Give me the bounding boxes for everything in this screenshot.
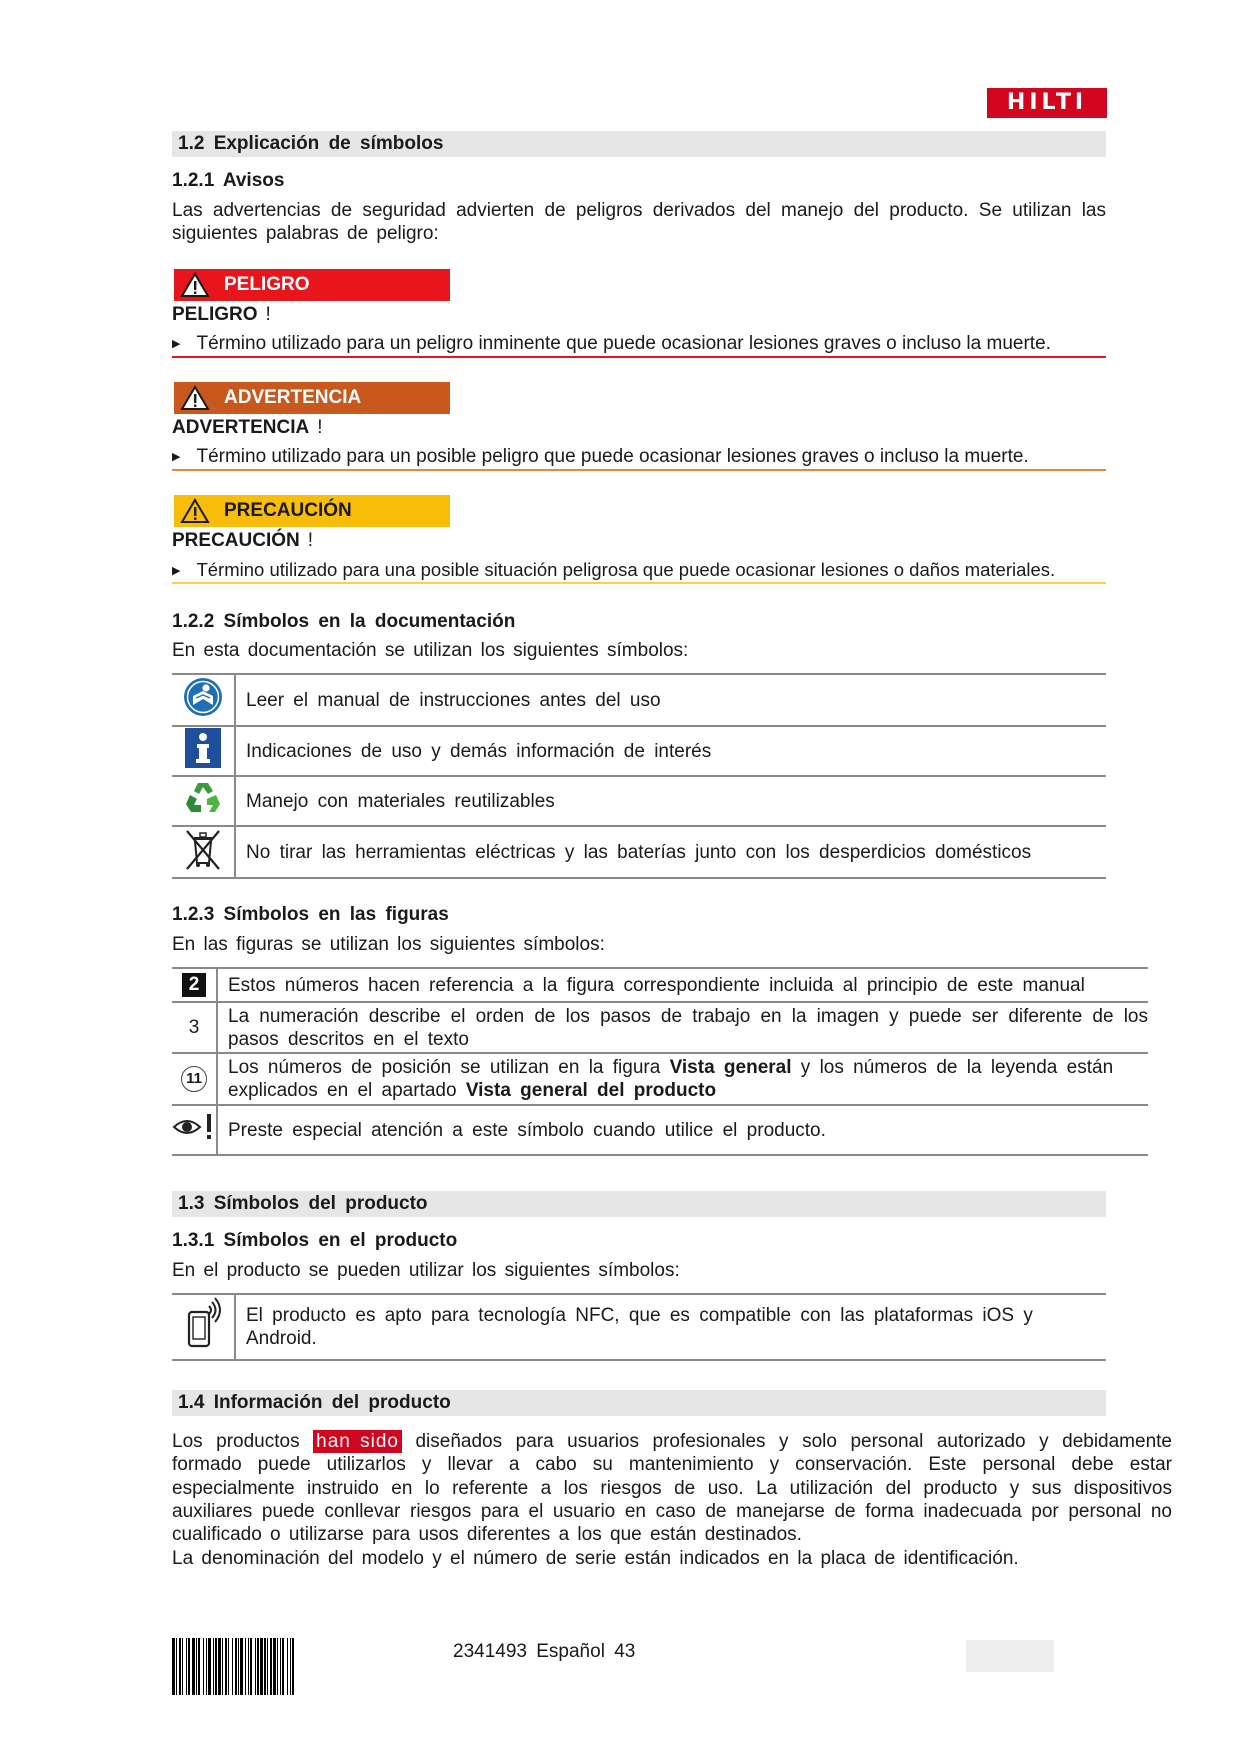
documentation-symbols-intro: En esta documentación se utilizan los siguientes símbolos: (172, 640, 689, 661)
product-info-identification: La denominación del modelo y el número de serie están indicados en la placa de identificación. (172, 1548, 1019, 1569)
position-text-part: y los números de la leyenda están explicados en el apartado (228, 1057, 1114, 1101)
barcode-bar (294, 1638, 295, 1695)
divider-peligro (172, 356, 1106, 358)
subsection-title-1-3-1: 1.3.1 Símbolos en el producto (172, 1230, 458, 1251)
table-cell (217, 1053, 1148, 1105)
warning-title-text: PELIGRO (172, 304, 258, 325)
table-row (172, 1294, 1106, 1360)
position-text-bold: Vista general del producto (465, 1080, 717, 1101)
footer-blank-box (966, 1640, 1054, 1672)
table-cell: Manejo con materiales reutilizables (235, 776, 1106, 826)
warning-text: Término utilizado para un posible peligro que puede ocasionar lesiones graves o incluso la muerte. (196, 446, 1029, 467)
warning-tag-peligro (174, 269, 450, 301)
table-cell: No tirar las herramientas eléctricas y las baterías junto con los desperdicios domésticos (235, 826, 1106, 878)
recycle-icon-cell (172, 776, 235, 826)
position-text-bold: Vista general (669, 1057, 792, 1078)
table-cell: Preste especial atención a este símbolo cuando utilice el producto. (217, 1105, 1148, 1155)
warning-exclamation: ! (317, 417, 323, 438)
divider-precaucion (172, 582, 1106, 584)
table-row (172, 1002, 1148, 1053)
table-cell: El producto es apto para tecnología NFC, que es compatible con las plataformas iOS y Android. (235, 1294, 1106, 1360)
nfc-phone-icon-cell (172, 1294, 235, 1360)
divider-advertencia (172, 469, 1106, 471)
figure-number-icon-cell (172, 968, 217, 1002)
warning-title-precaucion (172, 530, 313, 552)
product-info-text: diseñados para usuarios profesionales y solo personal autorizado y debidamente formado puede utilizarlos y llevar a cabo su mantenimiento y conservación. Este personal debe estar especialmente instruido en lo referente a los riesgos de uso. La utilización del producto y sus dispositivos auxiliares puede conllevar riesgos para el usuario en caso de manejarse de forma inadecuada por personal no cualificado o utilizarse para usos diferentes a los que están destinados. (172, 1431, 1172, 1546)
table-row (172, 776, 1106, 826)
table-cell: Leer el manual de instrucciones antes del uso (235, 674, 1106, 726)
subsection-title-1-2-1: 1.2.1 Avisos (172, 170, 285, 191)
warning-tag-label: ADVERTENCIA (224, 387, 362, 408)
table-cell: Estos números hacen referencia a la figura correspondiente incluida al principio de este manual (217, 968, 1148, 1002)
crossed-bin-icon-cell (172, 826, 235, 878)
section-title-1-3: 1.3 Símbolos del producto (172, 1191, 1106, 1217)
table-cell: Indicaciones de uso y demás información de interés (235, 726, 1106, 776)
section-title-1-4: 1.4 Información del producto (172, 1390, 1106, 1416)
position-text-part: Los números de posición se utilizan en la figura (228, 1057, 670, 1078)
subsection-title-1-2-2: 1.2.2 Símbolos en la documentación (172, 611, 516, 632)
info-icon-cell (172, 726, 235, 776)
nfc-phone-icon (183, 1296, 223, 1352)
subsection-title-1-2-3: 1.2.3 Símbolos en las figuras (172, 904, 449, 925)
table-cell (217, 1002, 1148, 1053)
warning-title-text: ADVERTENCIA (172, 417, 310, 438)
table-row (172, 826, 1106, 878)
warning-text: Término utilizado para un peligro inminente que puede ocasionar lesiones graves o incluso la muerte. (196, 333, 1051, 354)
product-symbols-table (172, 1293, 1106, 1361)
warning-triangle-icon (180, 498, 210, 524)
product-info-paragraph (172, 1430, 1172, 1546)
hilti-stamp-overlay: han sido (313, 1430, 402, 1453)
section-title-1-2: 1.2 Explicación de símbolos (172, 131, 1106, 157)
step-number-symbol: 3 (188, 1016, 200, 1038)
footer-page-info (453, 1641, 635, 1663)
product-info-text: Los productos (172, 1431, 314, 1452)
bullet-icon: ▶ (172, 451, 181, 463)
warning-triangle-icon (180, 272, 210, 298)
warning-tag-label: PELIGRO (224, 274, 310, 295)
warning-text: Término utilizado para una posible situación peligrosa que puede ocasionar lesiones o daños materiales. (196, 559, 1056, 580)
warning-tag-precaucion (174, 495, 450, 527)
read-manual-icon-cell (172, 674, 235, 726)
figure-symbols-table (172, 967, 1148, 1156)
warning-exclamation: ! (307, 530, 314, 551)
eye-attention-icon (172, 1112, 216, 1142)
recycle-icon (182, 777, 224, 819)
footer-page-number: 43 (614, 1641, 636, 1662)
table-row (172, 1053, 1148, 1105)
product-symbols-intro: En el producto se pueden utilizar los siguientes símbolos: (172, 1260, 680, 1281)
bullet-icon: ▶ (172, 565, 181, 577)
step-number-text: La numeración describe el orden de los pasos de trabajo en la imagen y puede ser diferente de los pasos descritos en el texto (228, 1005, 1148, 1050)
table-row (172, 674, 1106, 726)
footer-language: Español (536, 1641, 605, 1662)
hilti-logo: HILTI (987, 88, 1107, 118)
warning-text-peligro (172, 332, 1106, 356)
barcode (172, 1638, 430, 1695)
documentation-symbols-table (172, 673, 1106, 879)
crossed-bin-icon (182, 827, 224, 871)
figure-symbols-intro: En las figuras se utilizan los siguientes símbolos: (172, 934, 605, 955)
warning-title-advertencia (172, 417, 323, 439)
table-row (172, 1105, 1148, 1155)
warning-triangle-icon (180, 385, 210, 411)
table-row (172, 726, 1106, 776)
warning-title-text: PRECAUCIÓN (172, 530, 300, 551)
footer-doc-number: 2341493 (453, 1641, 527, 1662)
warning-tag-label: PRECAUCIÓN (224, 500, 352, 521)
info-icon (184, 727, 222, 769)
warning-text-advertencia (172, 445, 1106, 469)
eye-attention-icon-cell (172, 1105, 217, 1155)
warning-text-precaucion (172, 558, 1106, 583)
step-number-icon-cell (172, 1002, 217, 1053)
position-number-badge: 11 (181, 1066, 207, 1092)
read-manual-icon (182, 676, 224, 718)
position-number-icon-cell (172, 1053, 217, 1105)
warning-tag-advertencia (174, 382, 450, 414)
bullet-icon: ▶ (172, 338, 181, 350)
warning-title-peligro (172, 304, 271, 326)
table-row (172, 968, 1148, 1002)
figure-number-badge: 2 (182, 973, 206, 997)
warning-exclamation: ! (265, 304, 271, 325)
avisos-intro: Las advertencias de seguridad advierten de peligros derivados del manejo del producto. Se utilizan las siguientes palabras de peligro: (172, 200, 1106, 244)
